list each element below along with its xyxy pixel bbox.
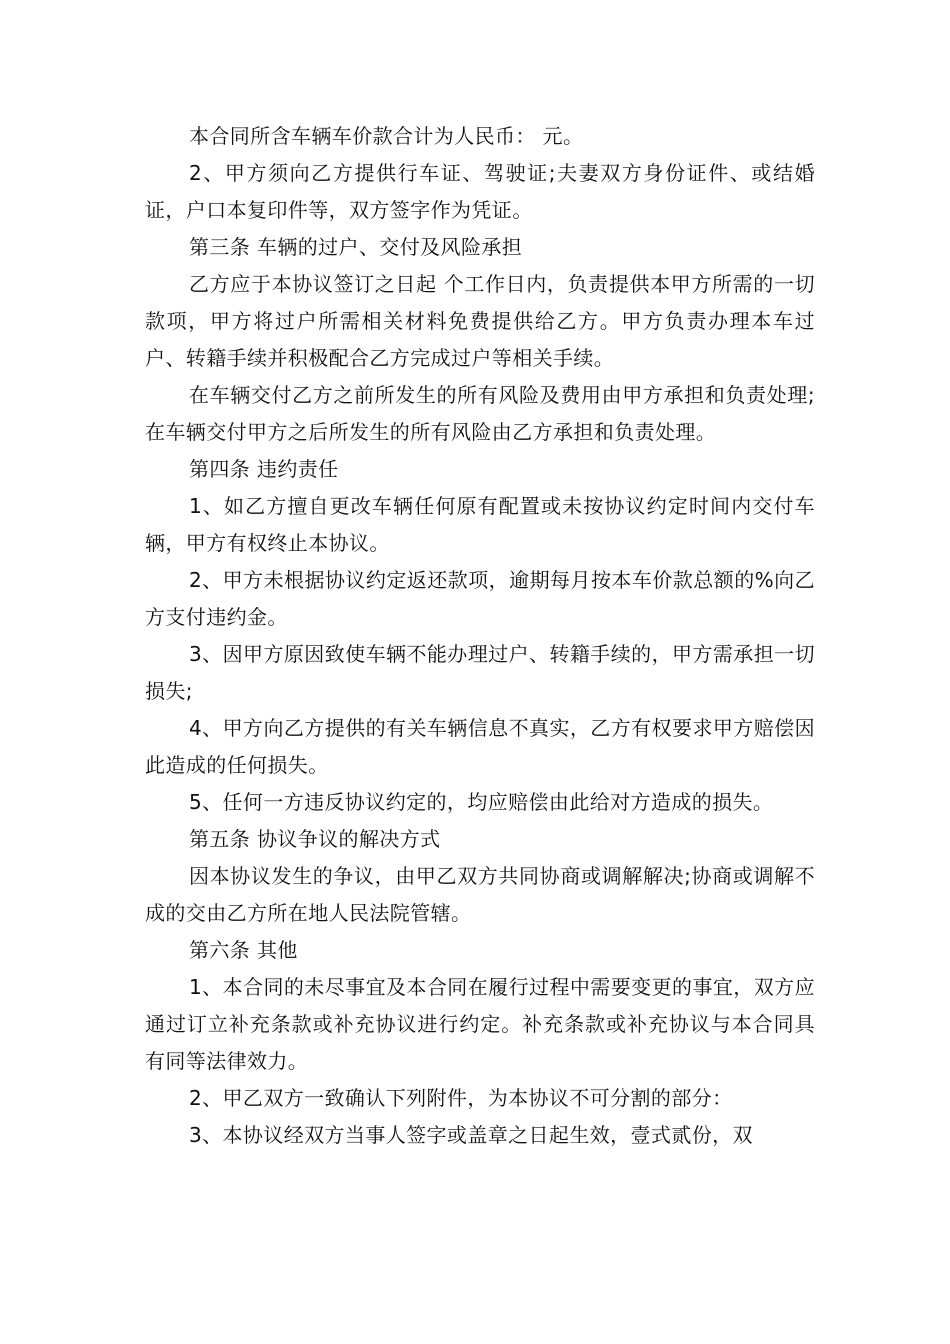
document-body [145, 118, 815, 1154]
paragraph-clause-2-documents: 2、甲方须向乙方提供行车证、驾驶证;夫妻双方身份证件、或结婚证，户口本复印件等，双方签字作为凭证。 [145, 161, 815, 222]
paragraph-other-1: 1、本合同的未尽事宜及本合同在履行过程中需要变更的事宜，双方应通过订立补充条款或补充协议进行约定。补充条款或补充协议与本合同具有同等法律效力。 [145, 975, 815, 1073]
heading-article-5: 第五条 协议争议的解决方式 [189, 827, 441, 851]
paragraph-other-3: 3、本协议经双方当事人签字或盖章之日起生效，壹式贰份，双 [189, 1123, 753, 1147]
paragraph-breach-1: 1、如乙方擅自更改车辆任何原有配置或未按协议约定时间内交付车辆，甲方有权终止本协议。 [145, 494, 815, 555]
paragraph-breach-4: 4、甲方向乙方提供的有关车辆信息不真实，乙方有权要求甲方赔偿因此造成的任何损失。 [145, 716, 815, 777]
paragraph-breach-3: 3、因甲方原因致使车辆不能办理过户、转籍手续的，甲方需承担一切损失; [145, 642, 815, 703]
heading-article-3: 第三条 车辆的过户、交付及风险承担 [189, 235, 523, 259]
paragraph-other-2: 2、甲乙双方一致确认下列附件，为本协议不可分割的部分： [189, 1086, 733, 1110]
paragraph-transfer-payment: 乙方应于本协议签订之日起 个工作日内，负责提供本甲方所需的一切款项，甲方将过户所需相关材料免费提供给乙方。甲方负责办理本车过户、转籍手续并积极配合乙方完成过户等相关手续。 [145, 272, 815, 370]
heading-article-6: 第六条 其他 [189, 938, 298, 962]
paragraph-price-total: 本合同所含车辆车价款合计为人民币： 元。 [189, 124, 584, 148]
paragraph-risk: 在车辆交付乙方之前所发生的所有风险及费用由甲方承担和负责处理;在车辆交付甲方之后所发生的所有风险由乙方承担和负责处理。 [145, 383, 815, 444]
heading-article-4: 第四条 违约责任 [189, 457, 339, 481]
paragraph-dispute: 因本协议发生的争议，由甲乙双方共同协商或调解解决;协商或调解不成的交由乙方所在地人民法院管辖。 [145, 864, 815, 925]
paragraph-breach-2: 2、甲方未根据协议约定返还款项，逾期每月按本车价款总额的%向乙方支付违约金。 [145, 568, 815, 629]
paragraph-breach-5: 5、任何一方违反协议约定的，均应赔偿由此给对方造成的损失。 [189, 790, 774, 814]
